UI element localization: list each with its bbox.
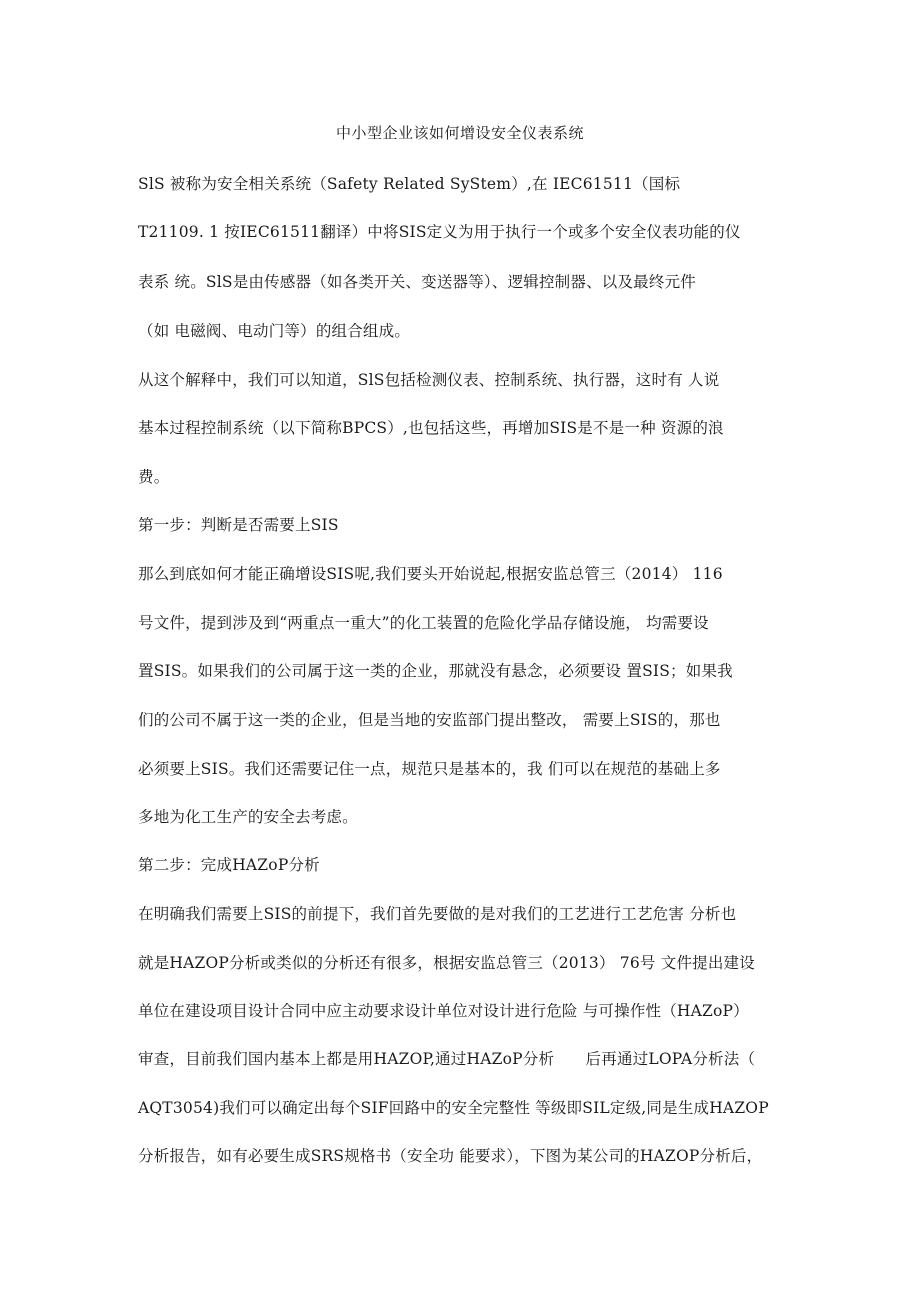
text-line: 那么到底如何才能正确增设SIS呢,我们要头开始说起,根据安监总管三（2014） 116 [138,565,723,583]
text-line: 分析报告，如有必要生成SRS规格书（安全功 能要求），下图为某公司的HAZOP分析后， [138,1147,763,1165]
document-title: 中小型企业该如何增设安全仪表系统 [335,124,584,142]
text-line: 审查，目前我们国内基本上都是用HAZOP,通过HAZoP分析 后再通过LOPA分析法（ [138,1050,756,1068]
text-line: （如 电磁阀、电动门等）的组合组成。 [138,322,411,340]
section-heading: 第二步：完成HAZoP分析 [138,856,320,874]
text-line: 基本过程控制系统（以下简称BPCS）,也包括这些，再增加SIS是不是一种 资源的浪 [138,419,724,437]
text-line: 就是HAZOP分析或类似的分析还有很多，根据安监总管三（2013） 76号 文件提出建设 [138,954,755,972]
section-heading: 第一步：判断是否需要上SIS [138,516,339,534]
text-line: 单位在建设项目设计合同中应主动要求设计单位对设计进行危险 与可操作性（HAZoP） [138,1002,749,1020]
text-line: T21109. 1 按IEC61511翻译）中将SIS定义为用于执行一个或多个安全仪表功能的仪 [138,223,741,241]
text-line: 在明确我们需要上SIS的前提下，我们首先要做的是对我们的工艺进行工艺危害 分析也 [138,905,737,923]
text-line: 必须要上SIS。我们还需要记住一点，规范只是基本的，我 们可以在规范的基础上多 [138,760,721,778]
text-line: 号文件，提到涉及到“两重点一重大”的化工装置的危险化学品存储设施， 均需要设 [138,614,709,632]
text-line: 从这个解释中，我们可以知道，SlS包括检测仪表、控制系统、执行器，这时有 人说 [138,371,720,389]
text-line: 表系 统。SlS是由传感器（如各类开关、变送器等）、逻辑控制器、以及最终元件 [138,273,696,291]
text-line: SlS 被称为安全相关系统（Safety Related SyStem）,在 IEC61511（国标 [138,175,681,193]
text-line: AQT3054)我们可以确定出每个SIF回路中的安全完整性 等级即SIL定级,同是生成HAZOP [138,1099,769,1117]
text-line: 多地为化工生产的安全去考虑。 [138,808,358,826]
text-line: 费。 [138,468,170,486]
text-line: 们的公司不属于这一类的企业，但是当地的安监部门提出整改， 需要上SIS的，那也 [138,711,721,729]
text-line: 置SIS。如果我们的公司属于这一类的企业，那就没有悬念，必须要设 置SIS；如果我 [138,662,733,680]
